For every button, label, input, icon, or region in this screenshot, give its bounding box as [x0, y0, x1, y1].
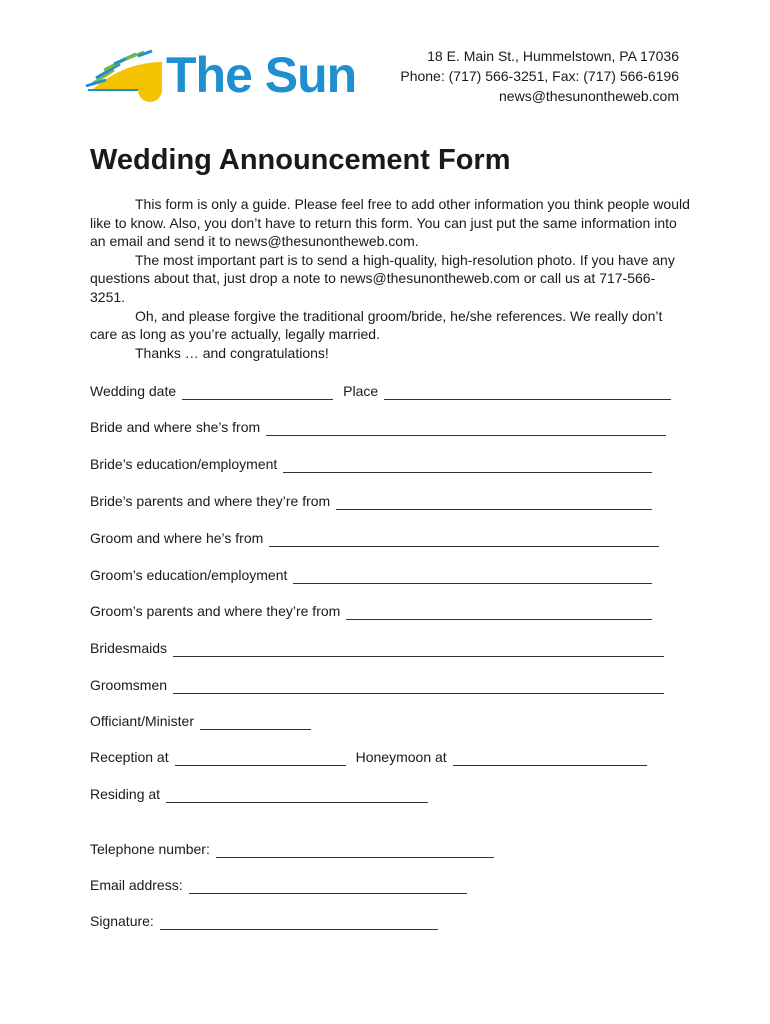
email-row — [90, 876, 467, 894]
svg-text:The Sun: The Sun — [166, 47, 357, 102]
phone-fax: Phone: (717) 566-3251, Fax: (717) 566-6196 — [400, 68, 679, 84]
contact-info — [359, 46, 679, 106]
groom-education-field[interactable] — [293, 569, 652, 584]
address: 18 E. Main St., Hummelstown, PA 17036 — [427, 48, 679, 64]
residing-row — [90, 785, 428, 803]
bride-parents-label: Bride’s parents and where they’re from — [90, 493, 331, 509]
honeymoon-field[interactable] — [453, 751, 647, 766]
groom-row — [90, 529, 659, 547]
reception-honeymoon-row — [90, 748, 647, 766]
bridesmaids-label: Bridesmaids — [90, 640, 168, 656]
sun-rays-icon — [86, 51, 162, 102]
the-sun-logo — [84, 40, 364, 102]
place-field[interactable] — [384, 385, 671, 400]
bridesmaids-field[interactable] — [173, 642, 664, 657]
groom-parents-row — [90, 602, 652, 620]
officiant-label: Officiant/Minister — [90, 713, 194, 729]
signature-label: Signature: — [90, 913, 154, 929]
reception-field[interactable] — [175, 751, 346, 766]
bride-education-field[interactable] — [283, 458, 652, 473]
groomsmen-field[interactable] — [173, 679, 664, 694]
groom-label: Groom and where he’s from — [90, 530, 264, 546]
wedding-date-row — [90, 382, 671, 400]
place-label: Place — [343, 383, 379, 399]
groom-education-row — [90, 566, 652, 584]
bride-field[interactable] — [266, 421, 666, 436]
bride-row — [90, 418, 666, 436]
residing-label: Residing at — [90, 786, 161, 802]
groomsmen-row — [90, 676, 664, 694]
bride-parents-row — [90, 492, 652, 510]
groom-parents-label: Groom’s parents and where they’re from — [90, 603, 341, 619]
wedding-date-field[interactable] — [182, 385, 333, 400]
officiant-row — [90, 712, 311, 730]
groom-parents-field[interactable] — [346, 605, 652, 620]
signature-field[interactable] — [160, 915, 438, 930]
groom-field[interactable] — [269, 532, 659, 547]
signature-row — [90, 912, 438, 930]
groom-education-label: Groom’s education/employment — [90, 567, 288, 583]
bride-label: Bride and where she’s from — [90, 419, 261, 435]
intro-paragraph: The most important part is to send a high-quality, high-resolution photo. If you have any questions about that, just drop a note to news@thesunontheweb.com or call us at 717-566-3251. — [90, 251, 675, 305]
intro-text — [90, 195, 690, 362]
officiant-field[interactable] — [200, 715, 311, 730]
telephone-label: Telephone number: — [90, 841, 210, 857]
contact-email: news@thesunontheweb.com — [499, 88, 679, 104]
bride-parents-field[interactable] — [336, 495, 652, 510]
telephone-row — [90, 840, 494, 858]
bridesmaids-row — [90, 639, 664, 657]
telephone-field[interactable] — [216, 843, 494, 858]
email-label: Email address: — [90, 877, 183, 893]
email-field[interactable] — [189, 879, 467, 894]
bride-education-row — [90, 455, 652, 473]
intro-paragraph: Thanks … and congratulations! — [135, 344, 329, 361]
bride-education-label: Bride’s education/employment — [90, 456, 278, 472]
groomsmen-label: Groomsmen — [90, 677, 168, 693]
intro-paragraph: Oh, and please forgive the traditional groom/bride, he/she references. We really don’t care as long as you’re actually, legally married. — [90, 307, 663, 343]
residing-field[interactable] — [166, 788, 428, 803]
wedding-date-label: Wedding date — [90, 383, 177, 399]
honeymoon-label: Honeymoon at — [355, 749, 447, 765]
intro-paragraph: This form is only a guide. Please feel free to add other information you think people would like to know. Also, you don’t have to return this form. You can just put the same information into an email and send it to news@thesunontheweb.com. — [90, 196, 690, 250]
page-title: Wedding Announcement Form — [90, 144, 511, 176]
reception-label: Reception at — [90, 749, 169, 765]
